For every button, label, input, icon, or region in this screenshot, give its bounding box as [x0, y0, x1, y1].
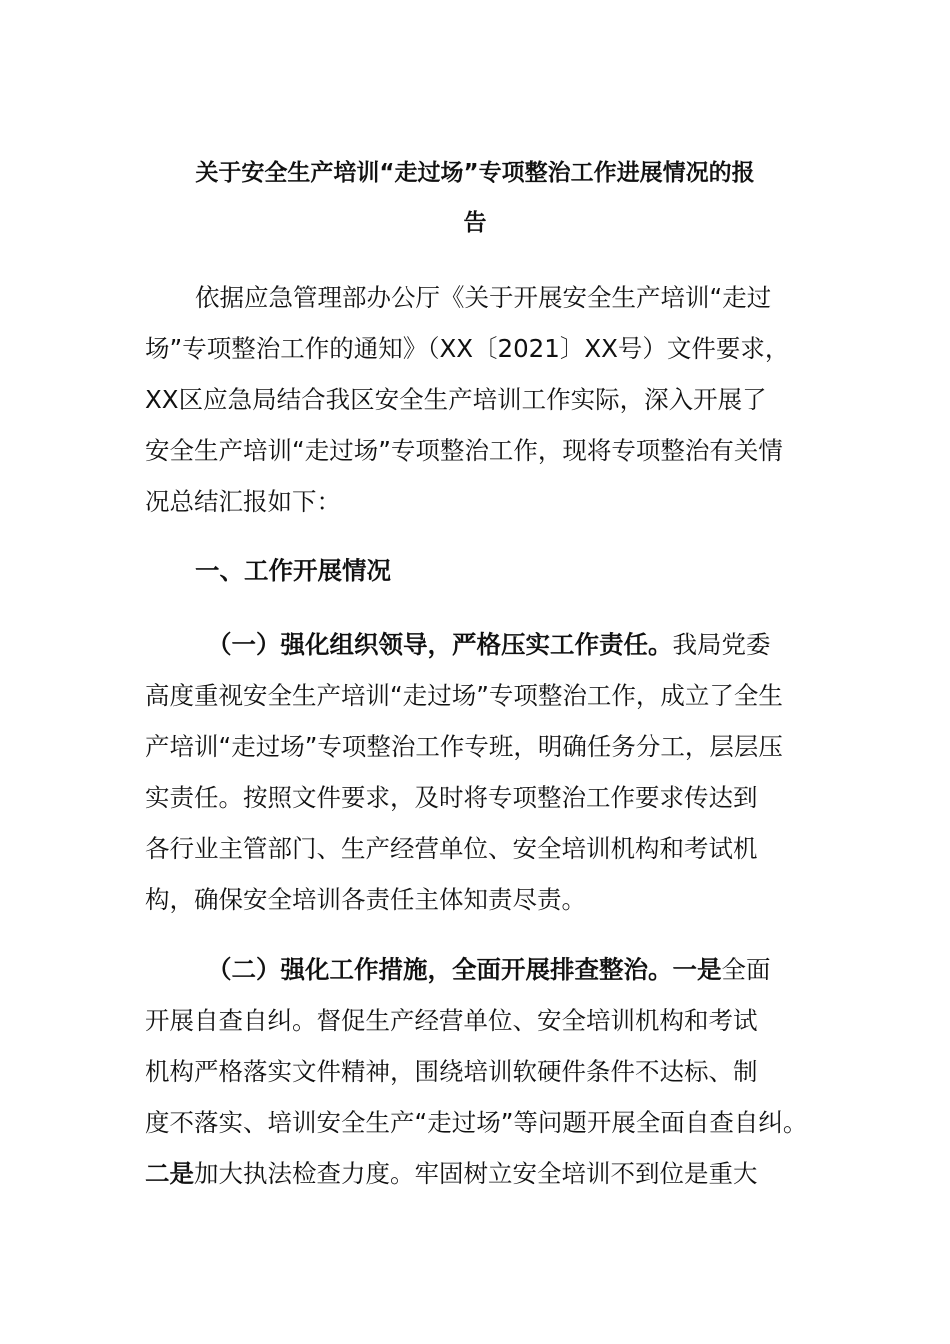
paragraph-1: [145, 619, 835, 925]
intro-line: XX区应急局结合我区安全生产培训工作实际，深入开展了: [145, 385, 767, 414]
paragraph-1-first-line: [145, 619, 835, 670]
intro-line: 场”专项整治工作的通知》（XX〔2021〕XX号）文件要求，: [145, 334, 790, 363]
paragraph-1-line: 构，确保安全培训各责任主体知责尽责。: [145, 885, 586, 914]
document-title: [145, 148, 805, 248]
paragraph-1-line: 高度重视安全生产培训“走过场”专项整治工作，成立了全生: [145, 681, 783, 710]
intro-line: 依据应急管理部办公厅《关于开展安全生产培训“走过: [195, 283, 772, 312]
paragraph-1-line: 各行业主管部门、生产经营单位、安全培训机构和考试机: [145, 834, 758, 863]
paragraph-1-line: 产培训“走过场”专项整治工作专班，明确任务分工，层层压: [145, 732, 783, 761]
paragraph-2-last-line: [145, 1148, 835, 1199]
paragraph-2-line: 开展自查自纠。督促生产经营单位、安全培训机构和考试: [145, 1006, 758, 1035]
paragraph-2-point-two-label: 二是: [145, 1159, 194, 1188]
paragraph-1-line: 实责任。按照文件要求，及时将专项整治工作要求传达到: [145, 783, 758, 812]
paragraph-2: [145, 944, 835, 1199]
paragraph-2-point-two-text: 加大执法检查力度。牢固树立安全培训不到位是重大: [194, 1159, 758, 1188]
paragraph-2-lead-heading: （二）强化工作措施，全面开展排查整治。: [207, 955, 673, 984]
paragraph-1-lead-text: 我局党委: [672, 630, 771, 659]
intro-line: 安全生产培训“走过场”专项整治工作，现将专项整治有关情: [145, 436, 783, 465]
section-heading-1: [145, 545, 835, 596]
paragraph-2-line: 机构严格落实文件精神，围绕培训软硬件条件不达标、制: [145, 1057, 758, 1086]
paragraph-1-lead-heading: （一）强化组织领导，严格压实工作责任。: [207, 630, 673, 659]
paragraph-2-line: 度不落实、培训安全生产“走过场”等问题开展全面自查自纠。: [145, 1108, 808, 1137]
title-line-1: 关于安全生产培训“走过场”专项整治工作进展情况的报: [195, 160, 755, 186]
paragraph-2-first-line: [145, 944, 835, 995]
section-heading-text: 一、工作开展情况: [195, 556, 391, 585]
paragraph-2-point-one-label: 一是: [672, 955, 722, 984]
paragraph-2-lead-text: 全面: [721, 955, 771, 984]
intro-line: 况总结汇报如下：: [145, 487, 341, 516]
intro-paragraph: [145, 272, 835, 527]
title-line-2: 告: [463, 210, 487, 236]
